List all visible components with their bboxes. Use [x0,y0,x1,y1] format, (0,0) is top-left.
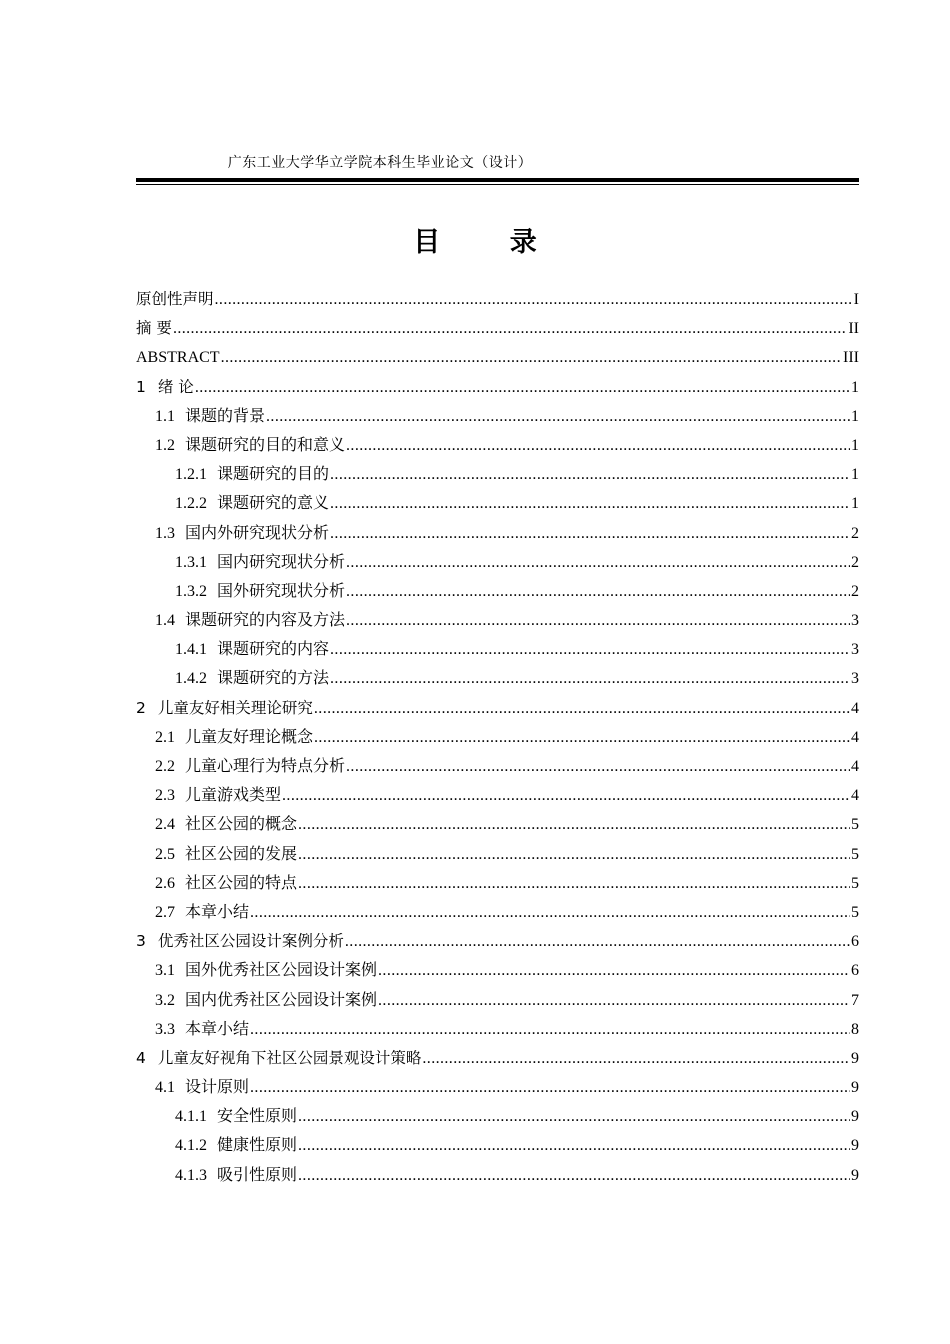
toc-entry-number: 1 [136,377,146,396]
toc-entry-title: 课题研究的内容及方法 [185,612,346,630]
toc-entry-number: 1.2.2 [175,495,207,513]
toc-entry-page-number: 4 [851,787,859,805]
toc-entry-title: 国内优秀社区公园设计案例 [185,991,378,1009]
dot-leader [346,606,850,635]
toc-entry[interactable] [136,285,859,314]
toc-entry-page-number: 5 [851,845,859,863]
toc-entry-page-number: 6 [851,933,859,951]
toc-entry-page-number: 8 [851,1020,859,1038]
toc-entry-label [155,1073,249,1102]
toc-entry[interactable] [136,519,859,548]
dot-leader [221,343,842,372]
toc-entry[interactable] [136,1161,859,1190]
toc-entry-page-number: 4 [851,699,859,717]
toc-entry-label [155,810,297,839]
dot-leader [422,1044,850,1073]
toc-entry[interactable] [136,635,859,664]
toc-entry-title: 本章小结 [185,1020,250,1038]
toc-entry[interactable] [136,664,859,693]
toc-entry-number: 2.2 [155,758,175,775]
dot-leader [314,694,850,723]
toc-entry-page-number: 5 [851,816,859,834]
dot-leader [282,781,850,810]
toc-entry-number: 1.2.1 [175,466,207,484]
header-rule-thin [136,184,859,185]
toc-entry-page-number: 1 [851,466,859,484]
toc-entry[interactable] [136,460,859,489]
toc-entry-title: 儿童友好相关理论研究 [157,698,313,717]
toc-entry-label [136,927,344,956]
toc-entry[interactable] [136,343,859,372]
dot-leader [330,519,850,548]
toc-entry[interactable] [136,1073,859,1102]
dot-leader [330,635,850,664]
toc-entry-page-number: 3 [851,612,859,630]
toc-entry-label [155,723,313,752]
toc-entry-number: 3.1 [155,962,175,980]
dot-leader [346,431,850,460]
dot-leader [298,1102,850,1131]
toc-entry-label [155,986,377,1015]
toc-entry[interactable] [136,752,859,781]
toc-entry-label [136,1044,421,1073]
toc-entry-label [136,694,313,723]
toc-entry-page-number: 5 [851,874,859,892]
dot-leader [173,314,847,343]
toc-entry-label [155,752,345,781]
toc-entry-label [155,606,345,635]
toc-entry[interactable] [136,1044,859,1073]
toc-entry-number: 4.1.2 [175,1137,207,1155]
dot-leader [298,840,850,869]
toc-entry[interactable] [136,431,859,460]
toc-entry-number: 1.4 [155,612,175,630]
toc-entry-title: 儿童友好视角下社区公园景观设计策略 [157,1048,422,1067]
header-rule-thick [136,178,859,182]
toc-entry-title: 儿童心理行为特点分析 [185,758,346,775]
toc-entry-page-number: III [843,349,859,367]
toc-entry-number: 2.4 [155,816,175,834]
toc-entry[interactable] [136,694,859,723]
toc-entry-page-number: 3 [851,641,859,659]
toc-entry-number: 2.3 [155,787,175,805]
toc-entry[interactable] [136,986,859,1015]
toc-entry[interactable] [136,956,859,985]
toc-entry-page-number: 9 [851,1137,859,1155]
toc-entry-label [155,1015,249,1044]
toc-entry-title: 国内研究现状分析 [217,553,346,571]
toc-entry[interactable] [136,840,859,869]
dot-leader [330,460,850,489]
dot-leader [250,898,850,927]
toc-entry-label [175,635,329,664]
toc-entry-page-number: 9 [851,1079,859,1097]
dot-leader [378,986,850,1015]
toc-entry-number: 2 [136,698,146,717]
toc-entry-label [175,1102,297,1131]
toc-entry-number: 1.3 [155,524,175,542]
toc-entry-number: 1.4.2 [175,670,207,688]
toc-entry-label [136,343,220,372]
toc-entry-title: 吸引性原则 [217,1166,298,1184]
toc-entry-title: 课题研究的方法 [217,670,330,688]
toc-entry-number: 1.1 [155,407,175,425]
toc-entry-number: 4.1.3 [175,1166,207,1184]
toc-entry-page-number: 4 [851,758,859,775]
toc-entry[interactable] [136,810,859,839]
dot-leader [266,402,850,431]
toc-entry-title: 课题研究的目的 [217,466,330,484]
toc-entry-number: 4.1.1 [175,1108,207,1126]
dot-leader [346,577,850,606]
toc-entry[interactable] [136,781,859,810]
toc-entry-number: 2.1 [155,728,175,746]
toc-entry-label [175,548,345,577]
toc-entry-page-number: 9 [851,1049,859,1067]
dot-leader [330,489,850,518]
table-of-contents [136,285,859,1190]
toc-entry-title: 优秀社区公园设计案例分析 [157,932,344,951]
toc-entry-number: 1.3.2 [175,582,207,600]
toc-entry[interactable] [136,927,859,956]
toc-entry-page-number: 9 [851,1108,859,1126]
toc-entry-number: 3.3 [155,1020,175,1038]
toc-entry-label [175,1161,297,1190]
toc-entry-title: 本章小结 [185,903,250,921]
toc-entry-label [136,373,194,402]
dot-leader [298,869,850,898]
toc-entry-title: 国外研究现状分析 [217,582,346,600]
toc-entry-page-number: 1 [851,495,859,513]
toc-entry[interactable] [136,1131,859,1160]
toc-entry-page-number: 1 [851,378,859,396]
toc-entry[interactable] [136,1015,859,1044]
toc-entry-title: 社区公园的发展 [185,845,298,863]
toc-entry-label [155,898,249,927]
toc-entry-page-number: 1 [851,436,859,454]
toc-entry-label [175,1131,297,1160]
toc-entry[interactable] [136,606,859,635]
toc-entry-page-number: 7 [851,991,859,1009]
toc-entry-number: 3.2 [155,991,175,1009]
toc-entry-number: 3 [136,932,146,951]
dot-leader [378,956,850,985]
toc-entry-title: 国外优秀社区公园设计案例 [185,962,378,980]
toc-entry-page-number: 2 [851,553,859,571]
dot-leader [250,1073,850,1102]
toc-entry-page-number: 2 [851,524,859,542]
toc-entry-label [175,489,329,518]
toc-entry-number: 4 [136,1048,146,1067]
toc-entry[interactable] [136,548,859,577]
toc-entry-title: 课题的背景 [185,407,266,425]
toc-entry-number: 2.7 [155,903,175,921]
toc-entry-page-number: 1 [851,407,859,425]
dot-leader [346,752,850,781]
dot-leader [215,285,853,314]
toc-entry-label [155,402,265,431]
toc-entry-title: 课题研究的目的和意义 [185,436,346,454]
toc-entry-number: 1.4.1 [175,641,207,659]
toc-entry[interactable] [136,489,859,518]
toc-entry-page-number: 4 [851,728,859,746]
page-title: 目 录 [413,227,567,258]
toc-entry-page-number: 6 [851,962,859,980]
toc-entry-page-number: II [848,320,859,338]
toc-entry-title: 课题研究的意义 [217,495,330,513]
toc-entry-label [175,664,329,693]
toc-entry-label [155,431,345,460]
toc-entry-title: 儿童友好理论概念 [185,728,314,746]
toc-entry-title: 绪 论 [157,377,194,396]
toc-entry-title: 课题研究的内容 [217,641,330,659]
running-header: 广东工业大学华立学院本科生毕业论文（设计） [227,156,533,171]
toc-entry-title: 原创性声明 [136,290,214,308]
toc-entry-page-number: 9 [851,1166,859,1184]
toc-entry-page-number: 3 [851,670,859,688]
toc-entry-label [136,285,214,314]
toc-entry-label [155,840,297,869]
toc-entry-label [155,956,377,985]
toc-entry-label [136,314,172,343]
toc-entry[interactable] [136,577,859,606]
dot-leader [346,548,850,577]
toc-entry-title: 设计原则 [185,1079,250,1097]
toc-entry-number: 2.6 [155,874,175,892]
toc-entry-number: 1.2 [155,436,175,454]
dot-leader [250,1015,850,1044]
toc-entry-title: 儿童游戏类型 [185,787,282,805]
toc-entry-title: 社区公园的概念 [185,816,298,834]
toc-entry-number: 4.1 [155,1079,175,1097]
toc-entry-title: ABSTRACT [136,349,220,367]
dot-leader [298,810,850,839]
dot-leader [314,723,850,752]
toc-entry-label [155,781,281,810]
dot-leader [298,1161,850,1190]
toc-entry[interactable] [136,898,859,927]
toc-entry-page-number: 2 [851,582,859,600]
toc-entry-number: 1.3.1 [175,553,207,571]
toc-entry[interactable] [136,314,859,343]
toc-entry[interactable] [136,402,859,431]
dot-leader [298,1131,850,1160]
toc-entry-title: 健康性原则 [217,1137,298,1155]
toc-entry-title: 安全性原则 [217,1108,298,1126]
toc-entry-label [155,519,329,548]
toc-entry-label [175,577,345,606]
toc-entry-title: 摘 要 [136,319,172,338]
toc-entry-label [175,460,329,489]
toc-entry[interactable] [136,869,859,898]
dot-leader [330,664,850,693]
toc-entry[interactable] [136,373,859,402]
toc-entry-number: 2.5 [155,845,175,863]
dot-leader [195,373,850,402]
toc-entry-page-number: I [853,291,859,308]
dot-leader [345,927,850,956]
toc-entry[interactable] [136,1102,859,1131]
toc-entry-page-number: 5 [851,903,859,921]
toc-entry[interactable] [136,723,859,752]
toc-entry-label [155,869,297,898]
toc-entry-title: 国内外研究现状分析 [185,524,330,542]
toc-entry-title: 社区公园的特点 [185,874,298,892]
